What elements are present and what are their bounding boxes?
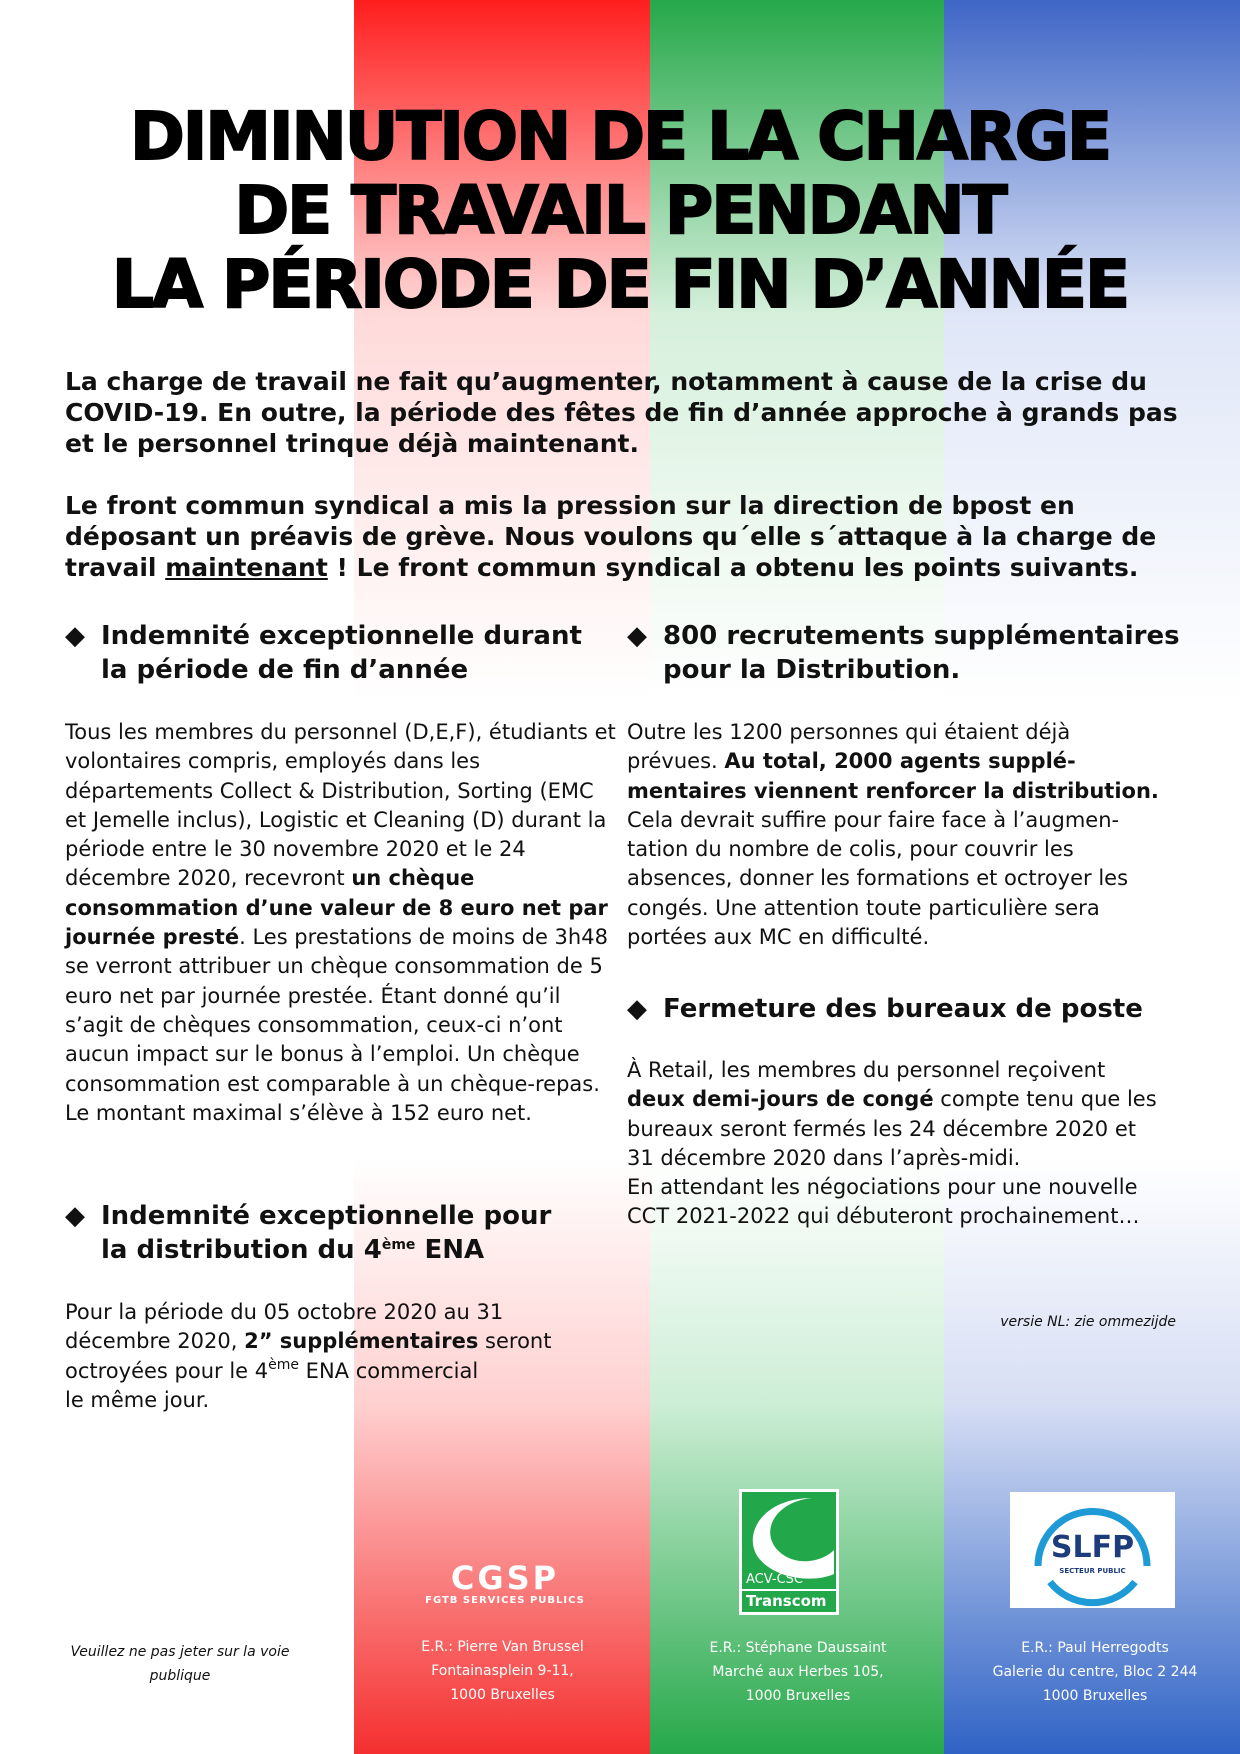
section-title-indemnite-fin-annee: ◆ Indemnité exceptionnelle durant la période de fin d’année [65,621,582,685]
cgsp-logo-sub: FGTB SERVICES PUBLICS [425,1595,585,1606]
diamond-bullet-icon: ◆ [627,621,647,651]
section-text-indemnite-4eme-ena: Pour la période du 05 octobre 2020 au 31 décembre 2020, 2” supplémentaires seront octroyées pour le 4ème ENA commercial le même jour. [65,1300,552,1412]
acv-swoosh-icon [742,1492,836,1582]
section-text-recrutements: Outre les 1200 personnes qui étaient déjà prévues. Au total, 2000 agents supplé-mentaires viennent renforcer la distribution. Cela devrait suffire pour faire face à l’augmen-tation du nombre de colis, pour couvrir les absences, donner les formations et octroyer les congés. Une attention toute particulière sera portées aux MC en difficulté. [627,720,1159,950]
intro-paragraph-2: Le front commun syndical a mis la pression sur la direction de bpost en déposant un préavis de grève. Nous voulons qu´elle s´attaque à la charge de travail maintenant ! Le front commun syndical a obtenu les points suivants. [65,491,1157,582]
er-acv: E.R.: Stéphane Daussaint Marché aux Herbes 105, 1000 Bruxelles [709,1640,887,1704]
acv-csc-logo [739,1489,839,1615]
section-title-recrutements: ◆ 800 recrutements supplémentaires pour la Distribution. [627,621,1180,685]
diamond-bullet-icon: ◆ [627,994,647,1024]
slfp-logo-name: SLFP [1050,1530,1135,1565]
page-title: DIMINUTION DE LA CHARGE DE TRAVAIL PENDANT LA PÉRIODE DE FIN D’ANNÉE [111,98,1129,323]
diamond-bullet-icon: ◆ [65,1201,85,1231]
er-cgsp: E.R.: Pierre Van Brussel Fontainasplein 9-11, 1000 Bruxelles [421,1639,584,1703]
section-title-indemnite-4eme-ena: ◆ Indemnité exceptionnelle pour la distribution du 4ème ENA [65,1201,552,1265]
acv-logo-line2: Transcom [746,1592,827,1610]
cgsp-logo-name: CGSP [450,1559,560,1597]
diamond-bullet-icon: ◆ [65,621,85,651]
footer-note: Veuillez ne pas jeter sur la voie publique [70,1644,290,1684]
acv-logo-line1: ACV-CSC [746,1572,803,1587]
versie-nl-note: versie NL: zie ommezijde [1000,1314,1176,1330]
section-title-fermeture-bureaux: ◆ Fermeture des bureaux de poste [627,994,1143,1024]
er-slfp: E.R.: Paul Herregodts Galerie du centre, Bloc 2 244 1000 Bruxelles [992,1640,1198,1704]
slfp-logo-sub: SECTEUR PUBLIC [1059,1567,1126,1575]
cgsp-logo [405,1559,605,1612]
slfp-logo [1010,1492,1175,1608]
underlined-word: maintenant [165,553,328,582]
section-text-fermeture-bureaux: À Retail, les membres du personnel reçoivent deux demi-jours de congé compte tenu que les bureaux seront fermés les 24 décembre 2020 et 31 décembre 2020 dans l’après-midi. En attendant les négociations pour une nouvelle CCT 2021-2022 qui débuteront prochainement… [627,1058,1157,1229]
section-text-indemnite-fin-annee: Tous les membres du personnel (D,E,F), étudiants et volontaires compris, employés dans les départements Collect & Distribution, Sorting (EMC et Jemelle inclus), Logistic et Cleaning (D) durant la période entre le 30 novembre 2020 et le 24 décembre 2020, recevront un chèque consommation d’une valeur de 8 euro net par journée presté. Les prestations de moins de 3h48 se verront attribuer un chèque consommation de 5 euro net par journée prestée. Étant donné qu’il s’agit de chèques consommation, ceux-ci n’ont aucun impact sur le bonus à l’emploi. Un chèque consommation est comparable à un chèque-repas. Le montant maximal s’élève à 152 euro net. [65,720,616,1125]
intro-paragraph-1: La charge de travail ne fait qu’augmenter, notamment à cause de la crise du COVID-19. En outre, la période des fêtes de fin d’année approche à grands pas et le personnel trinque déjà maintenant. [65,367,1178,458]
